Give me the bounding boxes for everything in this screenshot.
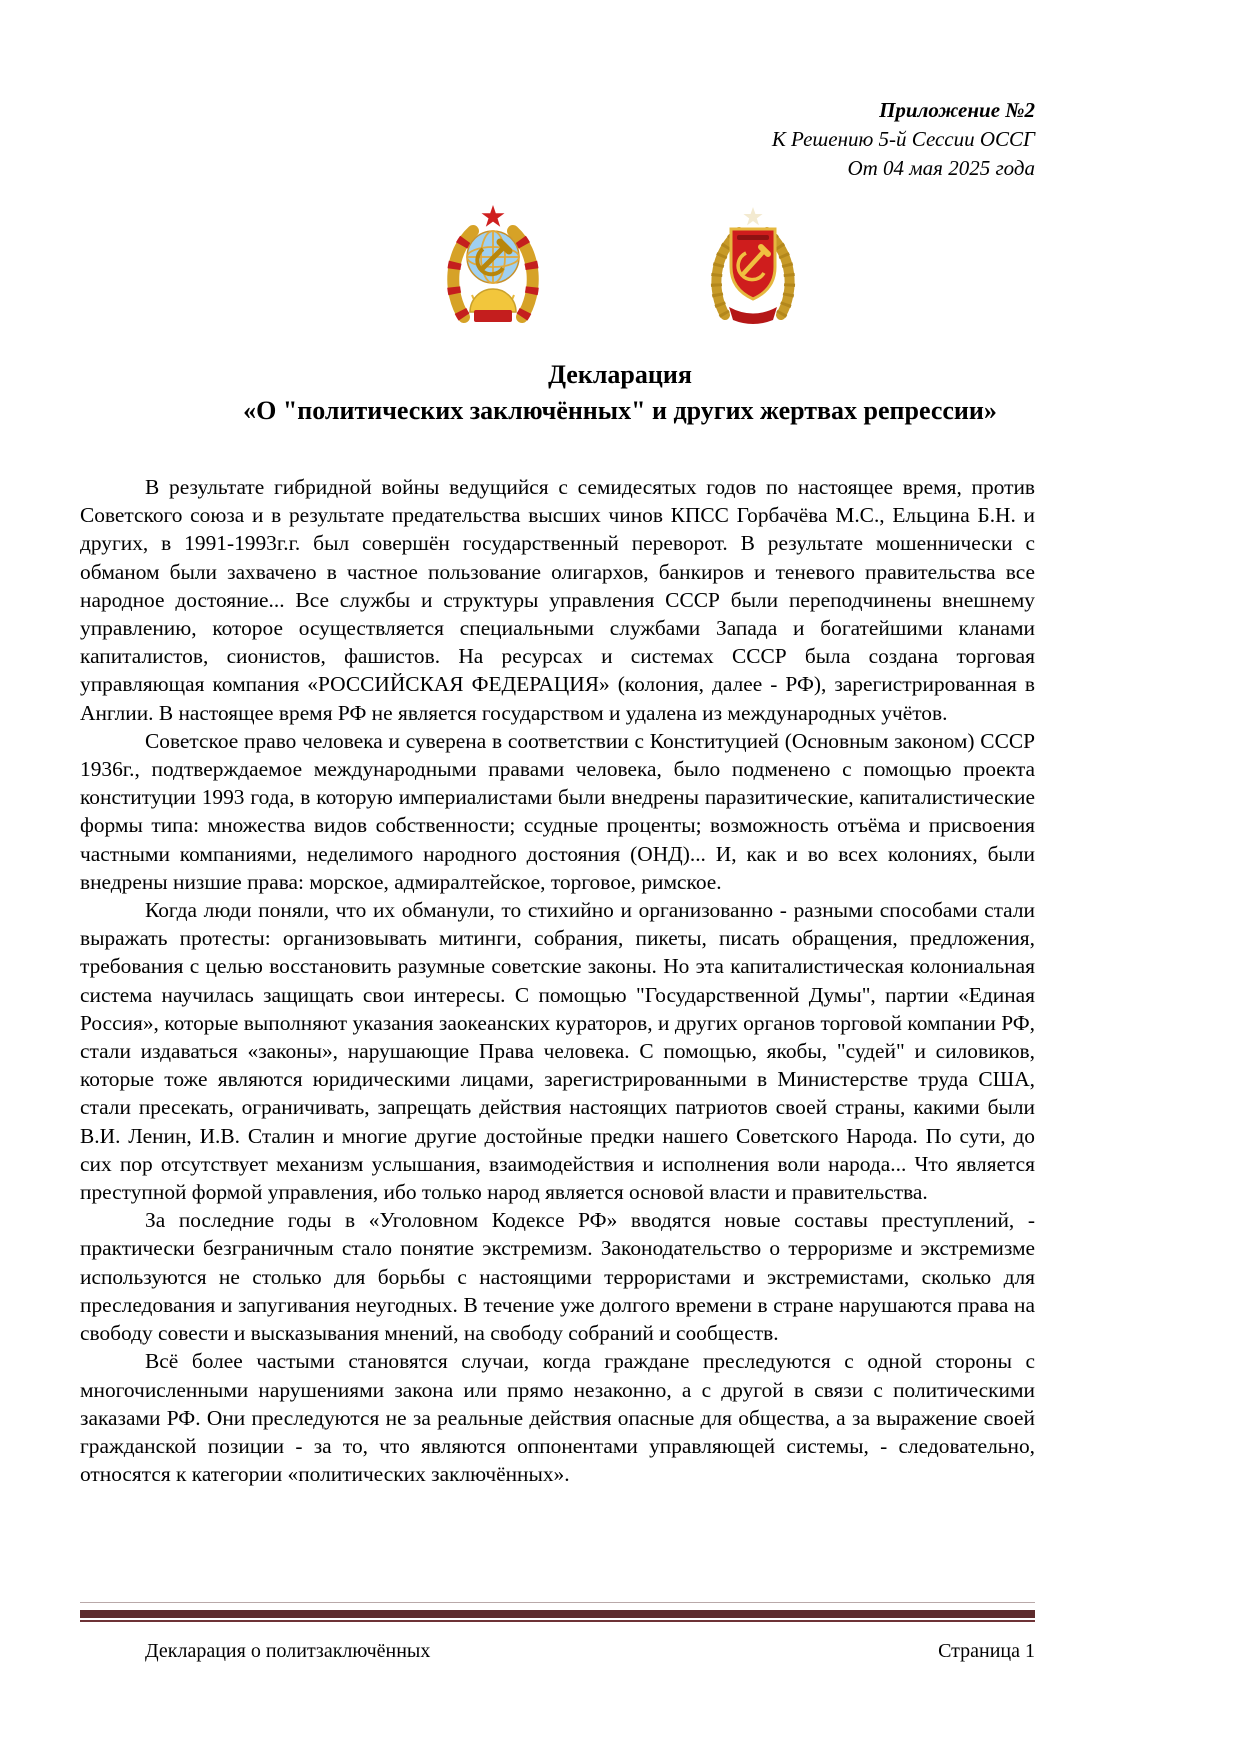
document-header bbox=[0, 96, 1240, 183]
document-title: Декларация bbox=[548, 360, 692, 389]
header-date-line: От 04 мая 2025 года bbox=[847, 156, 1035, 180]
paragraph-4: За последние годы в «Уголовном Кодексе РФ» вводятся новые составы преступлений, - практически безграничным стало понятие экстремизм. Законодательство о терроризме и экстремизме используются не столько для борьбы с настоящими террористами и экстремистами, сколько для преследования и запугивания неугодных. В течение уже долгого времени в стране нарушаются права на свободу совести и высказывания мнений, на свободу собраний и сообществ. bbox=[80, 1208, 1035, 1346]
paragraph-5: Всё более частыми становятся случаи, когда граждане преследуются с одной стороны с многочисленными нарушениями закона или прямо незаконно, а с другой в связи с политическими заказами РФ. Они преследуются не за реальные действия опасные для общества, а за выражение своей гражданской позиции - за то, что являются оппонентами управляющей системы, - следовательно, относятся к категории «политических заключённых». bbox=[80, 1349, 1035, 1487]
emblem-row bbox=[0, 205, 1240, 327]
paragraph-2: Советское право человека и суверена в соответствии с Конституцией (Основным законом) СССР 1936г., подтверждаемое международными правами человека, было подменено с помощью проекта конституции 1993 года, в которую империалистами были внедрены паразитические, капиталистические формы типа: множества видов собственности; ссудные проценты; возможность отъёма и присвоения частными компаниями, неделимого народного достояния (ОНД)... И, как и во всех колониях, были внедрены низшие права: морское, адмиралтейское, торговое, римское. bbox=[80, 728, 1035, 894]
footer-rule-bar bbox=[80, 1610, 1035, 1618]
document-body bbox=[0, 473, 1240, 1488]
footer-page-number: Страница 1 bbox=[938, 1640, 1035, 1662]
rsfsr-coat-of-arms-icon bbox=[704, 205, 802, 325]
header-decision-line: К Решению 5-й Сессии ОССГ bbox=[771, 127, 1035, 151]
header-annex-line: Приложение №2 bbox=[879, 98, 1035, 122]
paragraph-1: В результате гибридной войны ведущийся с семидесятых годов по настоящее время, против Советского союза и в результате предательства высших чинов КПСС Горбачёва М.С., Ельцина Б.Н. и других, в 1991-1993г.г. был совершён государственный переворот. В результате мошеннически с обманом были захвачено в частное пользование олигархов, банкиров и теневого правительства все народное достояние... Все службы и структуры управления СССР были переподчинены внешнему управлению, которое осуществляется специальными службами Запада и богатейшими кланами капиталистов, сионистов, фашистов. На ресурсах и системах СССР была создана торговая управляющая компания «РОССИЙСКАЯ ФЕДЕРАЦИЯ» (колония, далее - РФ), зарегистрированная в Англии. В настоящее время РФ не является государством и удалена из международных учётов. bbox=[80, 475, 1035, 725]
page-footer bbox=[80, 1602, 1035, 1664]
paragraph-3: Когда люди поняли, что их обманули, то стихийно и организованно - разными способами стали выражать протесты: организовывать митинги, собрания, пикеты, писать обращения, предложения, требования с целью восстановить разумные советские законы. Но эта капиталистическая колониальная система научилась защищать свои интересы. С помощью "Государственной Думы", партии «Единая Россия», которые выполняют указания заокеанских кураторов, и других органов торговой компании РФ, стали издаваться «законы», нарушающие Права человека. С помощью, якобы, "судей" и силовиков, которые тоже являются юридическими лицами, зарегистрированными в Министерстве труда США, стали пресекать, ограничивать, запрещать действия настоящих патриотов своей страны, какими были В.И. Ленин, И.В. Сталин и многие другие достойные предки нашего Советского Народа. По сути, до сих пор отсутствует механизм услышания, взаимодействия и исполнения воли народа... Что является преступной формой управления, ибо только народ является основой власти и правительства. bbox=[80, 898, 1035, 1205]
footer-hairline bbox=[80, 1602, 1035, 1603]
title-block bbox=[0, 357, 1240, 429]
document-subtitle: «О "политических заключённых" и других жертвах репрессии» bbox=[243, 396, 997, 425]
footer-doc-title: Декларация о политзаключённых bbox=[145, 1640, 431, 1662]
footer-rule-thin bbox=[80, 1620, 1035, 1622]
ussr-coat-of-arms-icon bbox=[438, 205, 548, 327]
